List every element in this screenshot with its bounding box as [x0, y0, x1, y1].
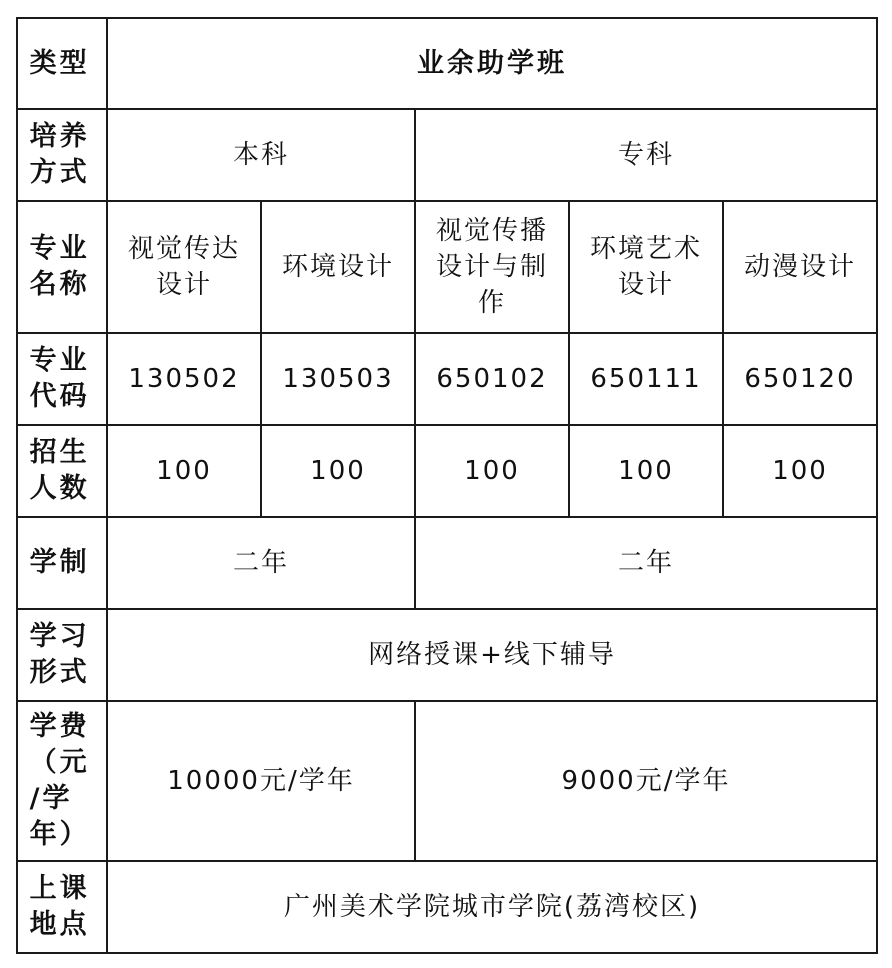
location-value: 广州美术学院城市学院(荔湾校区) — [107, 861, 877, 953]
header-code: 专业 代码 — [17, 333, 107, 425]
row-enrollment — [17, 425, 877, 517]
row-location — [17, 861, 877, 953]
class-type-value: 业余助学班 — [107, 18, 877, 109]
header-major: 专业 名称 — [17, 201, 107, 333]
training-junior: 专科 — [415, 109, 877, 201]
row-fee — [17, 701, 877, 861]
row-training — [17, 109, 877, 201]
header-fee: 学费 （元 /学 年） — [17, 701, 107, 861]
header-type: 类型 — [17, 18, 107, 109]
header-location: 上课 地点 — [17, 861, 107, 953]
code-cell: 130502 — [107, 333, 261, 425]
major-cell: 视觉传达 设计 — [107, 201, 261, 333]
header-enrollment: 招生 人数 — [17, 425, 107, 517]
enrollment-cell: 100 — [261, 425, 415, 517]
header-study-mode: 学习 形式 — [17, 609, 107, 701]
major-cell: 视觉传播 设计与制 作 — [415, 201, 569, 333]
major-cell: 环境艺术 设计 — [569, 201, 723, 333]
row-code — [17, 333, 877, 425]
fee-junior: 9000元/学年 — [415, 701, 877, 861]
enrollment-cell: 100 — [107, 425, 261, 517]
row-major — [17, 201, 877, 333]
row-type — [17, 18, 877, 109]
major-cell: 环境设计 — [261, 201, 415, 333]
row-study-mode — [17, 609, 877, 701]
code-cell: 650111 — [569, 333, 723, 425]
training-undergrad: 本科 — [107, 109, 415, 201]
duration-junior: 二年 — [415, 517, 877, 609]
enrollment-cell: 100 — [415, 425, 569, 517]
fee-undergrad: 10000元/学年 — [107, 701, 415, 861]
enrollment-cell: 100 — [569, 425, 723, 517]
header-training: 培养 方式 — [17, 109, 107, 201]
program-table — [16, 17, 878, 954]
row-duration — [17, 517, 877, 609]
study-mode-value: 网络授课+线下辅导 — [107, 609, 877, 701]
header-duration: 学制 — [17, 517, 107, 609]
enrollment-cell: 100 — [723, 425, 877, 517]
major-cell: 动漫设计 — [723, 201, 877, 333]
duration-undergrad: 二年 — [107, 517, 415, 609]
code-cell: 650120 — [723, 333, 877, 425]
code-cell: 650102 — [415, 333, 569, 425]
code-cell: 130503 — [261, 333, 415, 425]
